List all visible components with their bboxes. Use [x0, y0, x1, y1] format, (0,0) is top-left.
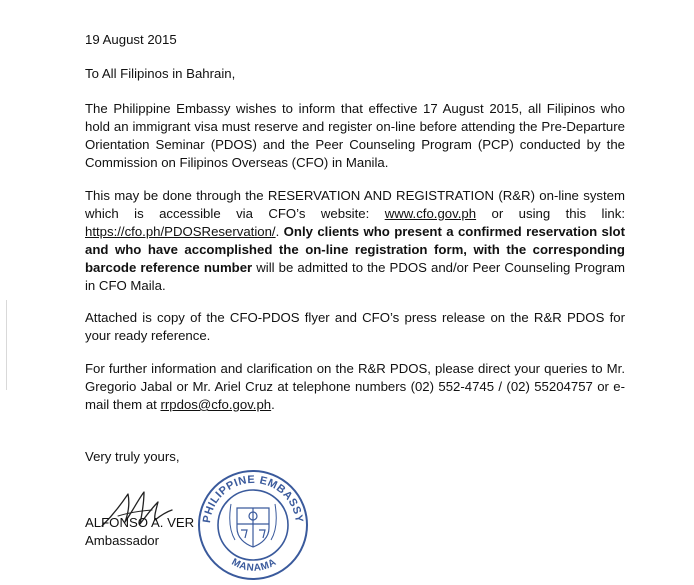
seal-top-text: PHILIPPINE EMBASSY	[201, 473, 305, 524]
paragraph-reservation-text-3: .	[275, 224, 284, 239]
signatory-title: Ambassador	[85, 533, 160, 548]
paragraph-contact-text-2: .	[271, 397, 275, 412]
cfo-website-link[interactable]: www.cfo.gov.ph	[384, 206, 477, 221]
pdos-reservation-link[interactable]: https://cfo.ph/PDOSReservation/	[85, 224, 276, 239]
embassy-seal	[193, 468, 313, 582]
paragraph-contact-text-1: For further information and clarification on the R&R PDOS, please direct your queries to Mr. Gregorio Jabal or Mr. Ariel Cruz at telephone numbers (02) 552-4745 / (02) 55204757 or e-mail them at	[85, 361, 625, 412]
paragraph-reservation-bold-notice: Only clients who present a confirmed reservation slot and who have accomplished the on-line registration form, with the corresponding barcode reference number	[85, 224, 626, 275]
letter-date: 19 August 2015	[85, 32, 177, 47]
paragraph-reservation	[85, 187, 625, 295]
margin-rule	[6, 300, 7, 390]
letter-salutation: To All Filipinos in Bahrain,	[85, 66, 236, 81]
contact-email-link[interactable]: rrpdos@cfo.gov.ph	[160, 397, 272, 412]
paragraph-reservation-text-1: This may be done through the RESERVATION AND REGISTRATION (R&R) on-line system which is accessible via CFO’s website:	[85, 188, 625, 221]
paragraph-attachment: Attached is copy of the CFO-PDOS flyer and CFO’s press release on the R&R PDOS for your ready reference.	[85, 310, 625, 343]
signatory-name: ALFONSO A. VER	[85, 515, 195, 530]
seal-emblem	[230, 504, 276, 547]
paragraph-reservation-text-2: or using this link:	[476, 206, 625, 221]
seal-bottom-text: MANAMA	[229, 556, 279, 574]
paragraph-contact	[85, 360, 625, 414]
paragraph-announcement: The Philippine Embassy wishes to inform that effective 17 August 2015, all Filipinos who hold an immigrant visa must reserve and register on-line before attending the Pre-Departure Orientation Seminar (PDOS) and the Peer Counseling Program (PCP) conducted by the Commission on Filipinos Overseas (CFO) in Manila.	[85, 101, 625, 170]
paragraph-reservation-text-4: will be admitted to the PDOS and/or Peer Counseling Program in CFO Maila.	[85, 260, 626, 293]
letter-closing: Very truly yours,	[85, 449, 180, 464]
